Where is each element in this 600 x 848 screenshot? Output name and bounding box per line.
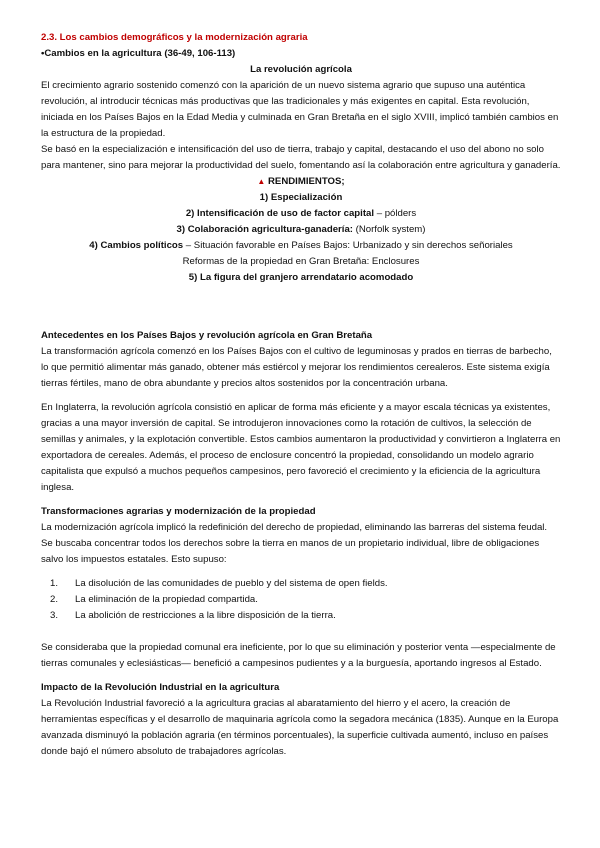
rendimientos-item-1: 1) Especialización [259,192,343,203]
numbered-list [41,576,561,624]
paragraph-4: En Inglaterra, la revolución agrícola consistió en aplicar de forma más eficiente y a mayor escala técnicas ya existentes, gracias a una mayor inversión de capital. Se introdujeron innovaciones como la rotación de cultivos, la selección de semillas y animales, y la explotación convertible. Estos cambios aumentaron la productividad y convirtieron a Inglaterra en exportadora de cereales. Además, el proceso de enclosure concentró la propiedad, consolidando un modelo agrario capitalista que expulsó a muchos pequeños campesinos, pero favoreció el crecimiento y la eficiencia de la agricultura inglesa. [41,402,561,493]
rendimientos-item-5: 5) La figura del granjero arrendatario acomodado [188,272,414,283]
rendimientos-title: RENDIMIENTOS; [268,176,345,187]
rendimientos-block [41,174,561,286]
rendimientos-item-2-detail: – pólders [374,208,417,219]
section-title: 2.3. Los cambios demográficos y la modernización agraria [41,32,308,43]
rendimientos-item-3-label: 3) Colaboración agricultura-ganadería: [176,224,353,235]
list-item [41,592,561,608]
list-item-text: La abolición de restricciones a la libre disposición de la tierra. [75,610,336,621]
warning-triangle-icon: ▲ [257,177,266,186]
rendimientos-item-4-detail: – Situación favorable en Países Bajos: Urbanizado y sin derechos señoriales [183,240,513,251]
rendimientos-item-2-label: 2) Intensificación de uso de factor capital [185,208,375,219]
paragraph-5: La modernización agrícola implicó la redefinición del derecho de propiedad, eliminando las barreras del sistema feudal. Se buscaba concentrar todos los derechos sobre la tierra en manos de un propietario individual, libre de obligaciones salvo los impuestos estatales. Esto supuso: [41,522,548,565]
paragraph-1: El crecimiento agrario sostenido comenzó con la aparición de un nuevo sistema agrario que supuso una auténtica revolución, al introducir técnicas más productivas que las tradicionales y más exigentes en capital. Esta revolución, iniciada en los Países Bajos en la Edad Media y culminada en Gran Bretaña en el siglo XVIII, implicó también cambios en la estructura de la propiedad. [41,80,559,139]
paragraph-2: Se basó en la especialización e intensificación del uso de tierra, trabajo y capital, destacando el uso del abono no solo para mantener, sino para mejorar la productividad del suelo, fomentando así la colaboración entre agricultura y ganadería. [41,144,561,171]
list-item-text: La disolución de las comunidades de pueblo y del sistema de open fields. [75,578,388,589]
rendimientos-item-3 [41,222,561,238]
rendimientos-item-4-label: 4) Cambios políticos [89,240,184,251]
list-item-number: 3. [50,610,59,621]
heading-antecedentes: Antecedentes en los Países Bajos y revolución agrícola en Gran Bretaña [41,330,373,341]
list-item-number: 2. [50,594,59,605]
list-item [41,576,561,592]
paragraph-6: Se consideraba que la propiedad comunal era ineficiente, por lo que su eliminación y posterior venta —especialmente de tierras comunales y eclesiásticas— benefició a campesinos pudientes y a la burguesía, aportando ingresos al Estado. [41,642,556,669]
rendimientos-item-4-line-2: Reformas de la propiedad en Gran Bretaña: Enclosures [182,256,420,267]
rendimientos-item-4 [41,238,561,254]
heading-transformaciones: Transformaciones agrarias y modernización de la propiedad [41,506,316,517]
rendimientos-item-3-detail: (Norfolk system) [352,224,426,235]
document-page [41,30,561,760]
rendimientos-title-line [41,174,561,190]
paragraph-7: La Revolución Industrial favoreció a la agricultura gracias al abaratamiento del hierro y el acero, la creación de herramientas específicas y el desarrollo de maquinaria agrícola como la segadora mecánica (1835). Aunque en la Europa avanzada disminuyó la población agraria (en términos porcentuales), la superficie cultivada aumentó, incluso en países donde bajó el número absoluto de trabajadores agrícolas. [41,698,559,757]
list-item-number: 1. [50,578,59,589]
paragraph-3: La transformación agrícola comenzó en los Países Bajos con el cultivo de leguminosas y prados en tierras de barbecho, lo que permitió alimentar más ganado, obtener más estiércol y mejorar los rendimientos cerealeros. Este sistema exigía tierras fértiles, mano de obra abundante y precios altos sostenidos por la concentración urbana. [41,346,552,389]
list-item-text: La eliminación de la propiedad compartida. [75,594,258,605]
list-item [41,608,561,624]
subsection-title: •Cambios en la agricultura (36-49, 106-113) [41,48,236,59]
heading-revolucion: La revolución agrícola [250,64,352,75]
rendimientos-item-2 [41,206,561,222]
heading-impacto: Impacto de la Revolución Industrial en la agricultura [41,682,280,693]
